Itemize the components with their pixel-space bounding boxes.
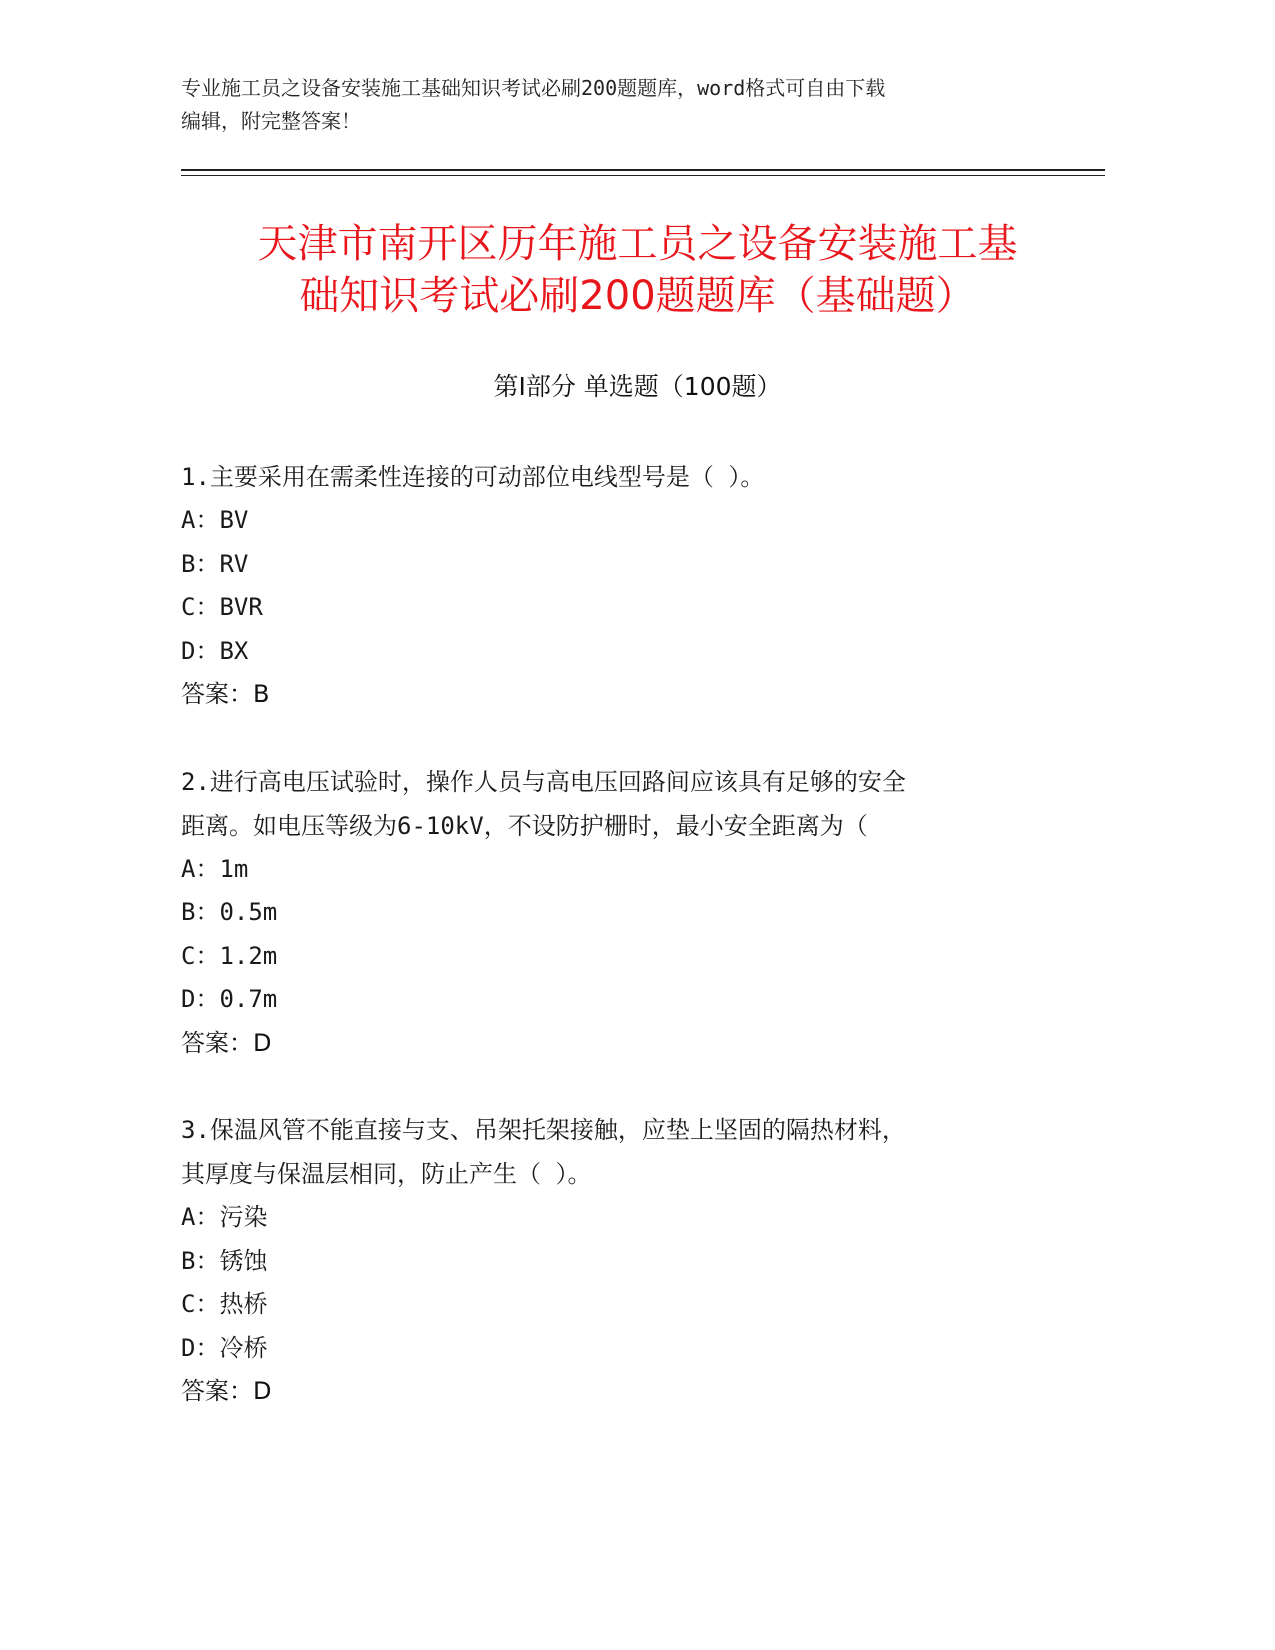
answer-label: 答案：D [181, 1028, 272, 1057]
document-title-line-1: 天津市南开区历年施工员之设备安装施工基 [257, 221, 1018, 267]
header-note-line-2: 编辑，附完整答案！ [181, 109, 361, 133]
question-3 [181, 1108, 1021, 1414]
option-c: C：1.2m [181, 941, 278, 970]
option-d: D：BX [181, 636, 249, 665]
option-c: C：BVR [181, 593, 263, 621]
header-divider-thick [181, 169, 1105, 171]
option-b: B：锈蚀 [181, 1246, 268, 1275]
header-note-line-1: 专业施工员之设备安装施工基础知识考试必刷200题题库，word格式可自由下载 [181, 76, 886, 100]
question-stem-line: 距离。如电压等级为6-10kV，不设防护栅时，最小安全距离为（ [181, 811, 868, 840]
header-divider-thin [181, 175, 1105, 176]
header-note [181, 72, 1041, 138]
question-2 [181, 760, 1021, 1066]
question-stem-line: 1.主要采用在需柔性连接的可动部位电线型号是（ ）。 [181, 463, 765, 491]
option-d: D：冷桥 [181, 1333, 268, 1362]
option-d: D：0.7m [181, 985, 278, 1013]
option-a: A：1m [181, 854, 249, 883]
option-a: A：污染 [181, 1203, 268, 1231]
document-title-line-2: 础知识考试必刷200题题库（基础题） [299, 273, 976, 319]
question-stem-line: 2.进行高电压试验时，操作人员与高电压回路间应该具有足够的安全 [181, 767, 906, 796]
option-c: C：热桥 [181, 1290, 268, 1318]
question-stem-line: 其厚度与保温层相同，防止产生（ ）。 [181, 1160, 592, 1188]
option-a: A：BV [181, 506, 249, 534]
answer-label: 答案：B [181, 680, 270, 708]
section-heading: 第I部分 单选题（100题） [493, 372, 782, 401]
question-1 [181, 455, 1021, 717]
question-stem-line: 3.保温风管不能直接与支、吊架托架接触，应垫上坚固的隔热材料， [181, 1116, 906, 1144]
option-b: B：0.5m [181, 898, 278, 926]
question-list [181, 455, 1021, 1457]
answer-label: 答案：D [181, 1377, 272, 1405]
option-b: B：RV [181, 549, 249, 578]
document-title [150, 218, 1125, 322]
